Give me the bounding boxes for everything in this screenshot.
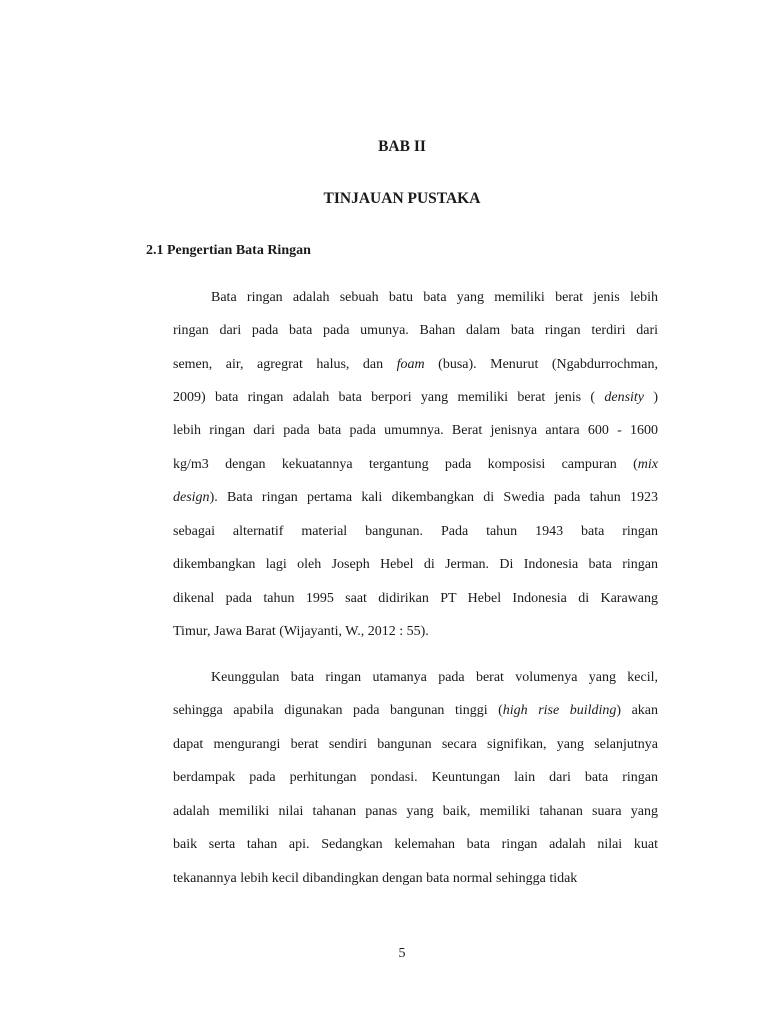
text-line [173, 735, 658, 755]
italic-term: design [173, 490, 210, 505]
text-segment: ) [644, 390, 658, 405]
text-segment: ) akan [616, 703, 658, 718]
text-line [173, 488, 658, 508]
text-segment: berdampak pada perhitungan pondasi. Keuntungan lain dari bata ringan [173, 770, 658, 785]
text-line [173, 321, 658, 341]
text-segment: (busa). Menurut (Ngabdurrochman, [424, 357, 658, 372]
italic-term: foam [396, 357, 425, 372]
text-line [173, 355, 658, 375]
chapter-number: BAB II [378, 138, 426, 155]
text-line [173, 421, 658, 441]
text-segment: Timur, Jawa Barat (Wijayanti, W., 2012 : 55). [173, 624, 429, 639]
text-line [173, 589, 658, 609]
text-segment: lebih ringan dari pada bata pada umumnya. Berat jenisnya antara 600 - 1600 [173, 423, 658, 438]
text-line [211, 668, 658, 688]
text-segment: ringan dari pada bata pada umunya. Bahan dalam bata ringan terdiri dari [173, 323, 658, 338]
text-segment: sebagai alternatif material bangunan. Pada tahun 1943 bata ringan [173, 524, 658, 539]
italic-term: density [604, 390, 645, 405]
text-segment: kg/m3 dengan kekuatannya tergantung pada komposisi campuran ( [173, 457, 638, 472]
page-number: 5 [398, 946, 406, 961]
text-segment: adalah memiliki nilai tahanan panas yang baik, memiliki tahanan suara yang [173, 804, 658, 819]
text-segment: ). Bata ringan pertama kali dikembangkan di Swedia pada tahun 1923 [209, 490, 658, 505]
text-line [173, 835, 658, 855]
section-heading: 2.1 Pengertian Bata Ringan [146, 243, 311, 258]
text-segment: Keunggulan bata ringan utamanya pada berat volumenya yang kecil, [211, 670, 658, 685]
text-line [173, 622, 658, 642]
text-line [173, 768, 658, 788]
text-line [173, 555, 658, 575]
text-segment: dikenal pada tahun 1995 saat didirikan PT Hebel Indonesia di Karawang [173, 591, 658, 606]
italic-term: mix [637, 457, 658, 472]
text-segment: 2009) bata ringan adalah bata berpori yang memiliki berat jenis ( [173, 390, 605, 405]
chapter-title: TINJAUAN PUSTAKA [323, 190, 481, 207]
text-line [211, 288, 658, 308]
text-line [173, 522, 658, 542]
text-segment: tekanannya lebih kecil dibandingkan dengan bata normal sehingga tidak [173, 871, 578, 886]
text-segment: semen, air, agregrat halus, dan [173, 357, 397, 372]
italic-term: high rise building [502, 703, 617, 718]
text-segment: Bata ringan adalah sebuah batu bata yang memiliki berat jenis lebih [211, 290, 658, 305]
text-line [173, 701, 658, 721]
text-segment: dapat mengurangi berat sendiri bangunan secara signifikan, yang selanjutnya [173, 737, 658, 752]
text-segment: sehingga apabila digunakan pada bangunan tinggi ( [173, 703, 503, 718]
text-segment: dikembangkan lagi oleh Joseph Hebel di Jerman. Di Indonesia bata ringan [173, 557, 658, 572]
text-line [173, 802, 658, 822]
text-line [173, 455, 658, 475]
text-line [173, 388, 658, 408]
text-segment: baik serta tahan api. Sedangkan kelemahan bata ringan adalah nilai kuat [173, 837, 658, 852]
text-line [173, 869, 658, 889]
